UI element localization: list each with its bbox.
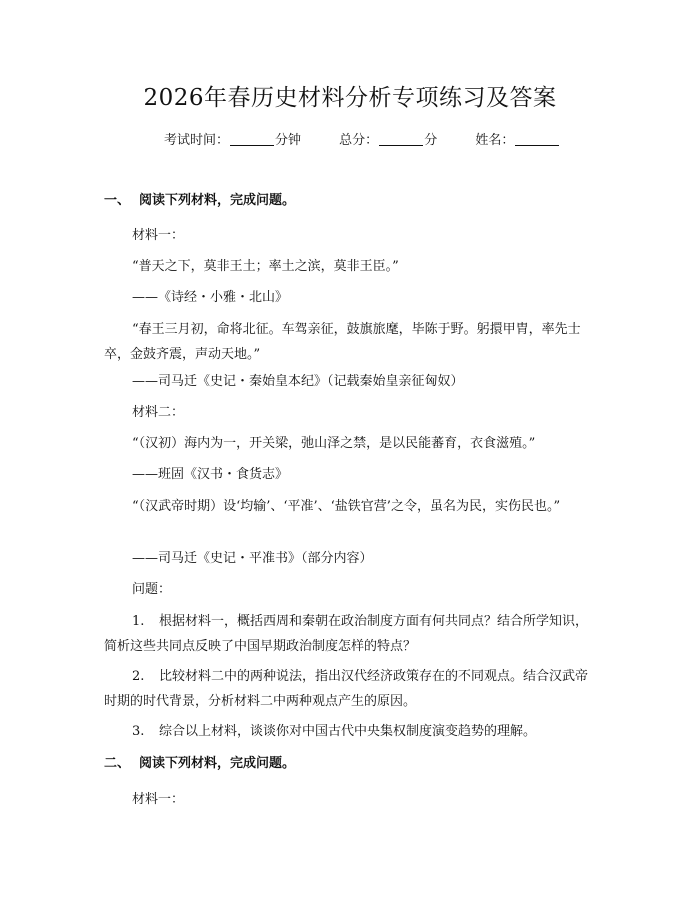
total-score-label: 总分： [339, 133, 379, 148]
section-number: 一、 [104, 193, 131, 208]
total-score-unit: 分 [424, 133, 438, 148]
material-quote: “普天之下，莫非王土；率土之滨，莫非王臣。” [132, 259, 399, 274]
question-item [104, 719, 598, 744]
section-instruction: 阅读下列材料，完成问题。 [139, 756, 296, 771]
page-title: 2026年春历史材料分析专项练习及答案 [143, 85, 557, 111]
material-quote-paragraph: “（汉武帝时期）设‘均输’、‘平准’、‘盐铁官营’之令，虽名为民，实伤民也。” [132, 499, 561, 514]
question-number: 1. [132, 614, 145, 629]
exam-time-label: 考试时间： [164, 133, 230, 148]
total-score-blank [379, 131, 423, 146]
questions-label: 问题： [132, 582, 172, 597]
name-label: 姓名： [475, 133, 515, 148]
section-heading [104, 191, 295, 211]
question-item [104, 609, 598, 659]
material-label: 材料一： [132, 228, 185, 243]
material-label: 材料一： [132, 792, 185, 807]
material-source: ——《诗经・小雅・北山》 [132, 290, 289, 305]
question-text: 比较材料二中的两种说法，指出汉代经济政策存在的不同观点。结合汉武帝时期的时代背景，分析材料二中两种观点产生的原因。 [104, 669, 589, 709]
material-source: ——班固《汉书・食货志》 [132, 467, 289, 482]
section-instruction: 阅读下列材料，完成问题。 [139, 193, 296, 208]
question-text: 综合以上材料，谈谈你对中国古代中央集权制度演变趋势的理解。 [159, 724, 537, 739]
material-label: 材料二： [132, 405, 185, 420]
question-number: 2. [132, 669, 145, 684]
question-number: 3. [132, 724, 145, 739]
material-quote: “（汉初）海内为一，开关梁，弛山泽之禁，是以民能蕃育，衣食滋殖。” [132, 436, 536, 451]
total-score-field [339, 131, 437, 151]
name-field [475, 131, 560, 151]
material-source: ——司马迁《史记・秦始皇本纪》（记载秦始皇亲征匈奴） [132, 374, 464, 389]
exam-time-blank [230, 131, 274, 146]
material-quote-paragraph: “春王三月初，命将北征。车驾亲征，鼓旗旅麾，毕陈于野。躬擐甲胄，率先士卒，金鼓齐震，声动天地。” [104, 322, 581, 362]
material-source: ——司马迁《史记・平准书》（部分内容） [132, 551, 373, 566]
exam-info-line [164, 131, 560, 151]
section-number: 二、 [104, 756, 131, 771]
exam-time-field [164, 131, 301, 151]
section-heading [104, 754, 295, 774]
name-blank [515, 131, 559, 146]
exam-time-unit: 分钟 [275, 133, 302, 148]
question-text: 根据材料一，概括西周和秦朝在政治制度方面有何共同点？结合所学知识，简析这些共同点反映了中国早期政治制度怎样的特点？ [104, 614, 589, 654]
question-item [104, 664, 598, 714]
